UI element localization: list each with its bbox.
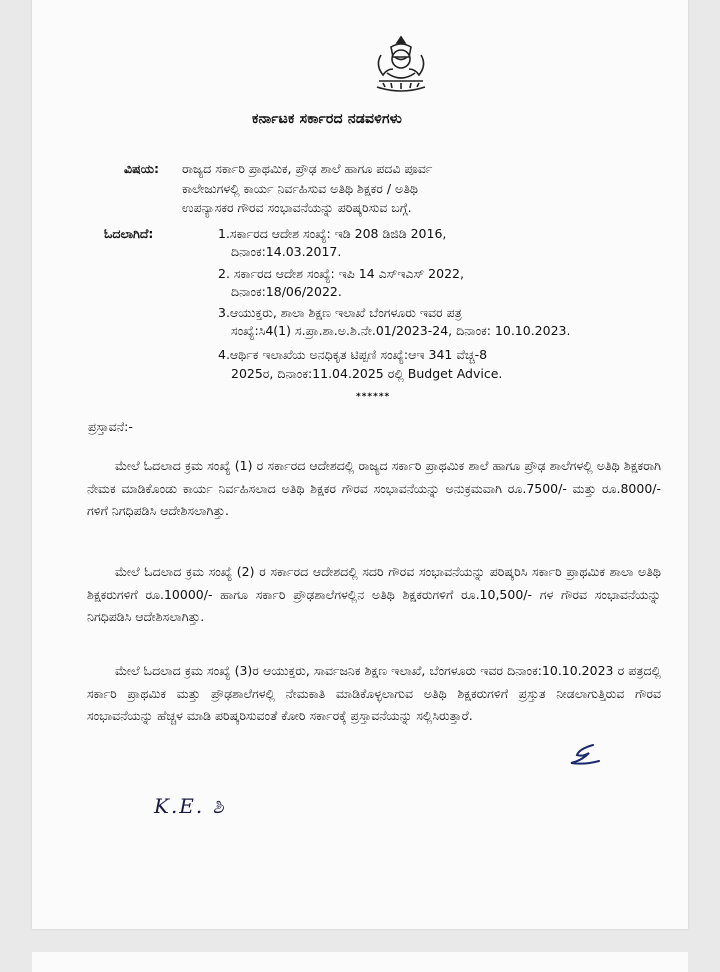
handwritten-signature xyxy=(150,788,300,832)
reference-item: 2. ಸರ್ಕಾರದ ಆದೇಶ ಸಂಖ್ಯೆ: ಇಪಿ 14 ಎಸ್‌ಇಎಸ್ 2022, xyxy=(218,266,464,281)
reference-item: 1.ಸರ್ಕಾರದ ಆದೇಶ ಸಂಖ್ಯೆ: ಇಡಿ 208 ಡಿಜಿಡಿ 2016, xyxy=(218,226,447,241)
subject-line: ಕಾಲೇಜುಗಳಲ್ಲಿ ಕಾರ್ಯ ನಿರ್ವಹಿಸುವ ಅತಿಥಿ ಶಿಕ್ಷಕರ / ಅತಿಥಿ xyxy=(182,181,418,196)
subject-line: ರಾಜ್ಯದ ಸರ್ಕಾರಿ ಪ್ರಾಥಮಿಕ, ಪ್ರೌಢ ಶಾಲೆ ಹಾಗೂ ಪದವಿ ಪೂರ್ವ xyxy=(182,161,433,176)
reference-item: 3.ಆಯುಕ್ತರು, ಶಾಲಾ ಶಿಕ್ಷಣ ಇಲಾಖೆ ಬೆಂಗಳೂರು ಇವರ ಪತ್ರ xyxy=(218,305,462,320)
government-emblem-icon xyxy=(369,33,433,95)
paragraph-text: ಮೇಲೆ ಓದಲಾದ ಕ್ರಮ ಸಂಖ್ಯೆ (3)ರ ಆಯುಕ್ತರು, ಸಾರ್ವಜನಿಕ ಶಿಕ್ಷಣ ಇಲಾಖೆ, ಬೆಂಗಳೂರು ಇವರ ದಿನಾಂಕ:10.10.2023 ರ ಪತ್ರದಲ್ಲಿ ಸರ್ಕಾರಿ ಪ್ರಾಥಮಿಕ ಮತ್ತು ಪ್ರೌಢಶಾಲೆಗಳಲ್ಲಿ ನೇಮಕಾತಿ ಮಾಡಿಕೊಳ್ಳಲಾಗುವ ಅತಿಥಿ ಶಿಕ್ಷಕರುಗಳಿಗೆ ಪ್ರಸ್ತುತ ನೀಡಲಾಗುತ್ತಿರುವ ಗೌರವ ಸಂಭಾವನೆಯನ್ನು ಹೆಚ್ಚಳ ಮಾಡಿ ಪರಿಷ್ಕರಿಸುವಂತೆ ಕೋರಿ ಸರ್ಕಾರಕ್ಕೆ ಪ್ರಸ್ತಾವನೆಯನ್ನು ಸಲ್ಲಿಸಿರುತ್ತಾರೆ. xyxy=(87,663,661,724)
preamble-label: ಪ್ರಸ್ತಾವನೆ:- xyxy=(88,419,133,434)
document-page xyxy=(32,0,688,929)
signature-text: K.E. ಶಿ xyxy=(154,794,226,818)
paragraph xyxy=(87,660,661,728)
reference-item-date: ದಿನಾಂಕ:14.03.2017. xyxy=(231,244,342,259)
reference-item-date: ದಿನಾಂಕ:18/06/2022. xyxy=(231,284,342,299)
paragraph xyxy=(87,561,661,629)
next-page-edge xyxy=(32,952,688,972)
separator-stars: ****** xyxy=(356,392,391,402)
paragraph-text: ಮೇಲೆ ಓದಲಾದ ಕ್ರಮ ಸಂಖ್ಯೆ (1) ರ ಸರ್ಕಾರದ ಆದೇಶದಲ್ಲಿ ರಾಜ್ಯದ ಸರ್ಕಾರಿ ಪ್ರಾಥಮಿಕ ಶಾಲೆ ಹಾಗೂ ಪ್ರೌಢ ಶಾಲೆಗಳಲ್ಲಿ ಅತಿಥಿ ಶಿಕ್ಷಕರಾಗಿ ನೇಮಕ ಮಾಡಿಕೊಂಡು ಕಾರ್ಯ ನಿರ್ವಹಿಸಲಾದ ಅತಿಥಿ ಶಿಕ್ಷಕರ ಗೌರವ ಸಂಭಾವನೆಯನ್ನು ಅನುಕ್ರಮವಾಗಿ ರೂ.7500/- ಮತ್ತು ರೂ.8000/- ಗಳಿಗೆ ನಿಗಧಿಪಡಿಸಿ ಆದೇಶಿಸಲಾಗಿತ್ತು. xyxy=(87,458,661,519)
handwritten-mark-icon xyxy=(567,742,603,768)
references-label: ಓದಲಾಗಿದೆ: xyxy=(104,226,154,241)
paragraph xyxy=(87,455,661,523)
reference-item-date: ಸಂಖ್ಯೆ:ಸಿ4(1) ಸ.ಪ್ರಾ.ಶಾ.ಅ.ಶಿ.ನೇ.01/2023-24, ದಿನಾಂಕ: 10.10.2023. xyxy=(231,323,571,338)
reference-item: 4.ಆರ್ಥಿಕ ಇಲಾಖೆಯ ಅನಧಿಕೃತ ಟಿಪ್ಪಣಿ ಸಂಖ್ಯೆ:ಆಇ 341 ವೆಚ್ಚ-8 xyxy=(218,347,488,362)
subject-label: ವಿಷಯ: xyxy=(124,161,159,176)
page-title: ಕರ್ನಾಟಕ ಸರ್ಕಾರದ ನಡವಳಿಗಳು xyxy=(252,111,402,127)
paragraph-text: ಮೇಲೆ ಓದಲಾದ ಕ್ರಮ ಸಂಖ್ಯೆ (2) ರ ಸರ್ಕಾರದ ಆದೇಶದಲ್ಲಿ ಸದರಿ ಗೌರವ ಸಂಭಾವನೆಯನ್ನು ಪರಿಷ್ಕರಿಸಿ ಸರ್ಕಾರಿ ಪ್ರಾಥಮಿಕ ಶಾಲಾ ಅತಿಥಿ ಶಿಕ್ಷಕರುಗಳಿಗೆ ರೂ.10000/- ಹಾಗೂ ಸರ್ಕಾರಿ ಪ್ರೌಢಶಾಲೆಗಳಲ್ಲಿನ ಅತಿಥಿ ಶಿಕ್ಷಕರುಗಳಿಗೆ ರೂ.10,500/- ಗಳ ಗೌರವ ಸಂಭಾವನೆಯನ್ನು ನಿಗಧಿಪಡಿಸಿ ಆದೇಶಿಸಲಾಗಿತ್ತು. xyxy=(87,564,661,625)
subject-line: ಉಪನ್ಯಾಸಕರ ಗೌರವ ಸಂಭಾವನೆಯನ್ನು ಪರಿಷ್ಕರಿಸುವ ಬಗ್ಗೆ. xyxy=(182,200,412,215)
reference-item-date: 2025ರ, ದಿನಾಂಕ:11.04.2025 ರಲ್ಲಿ Budget Advice. xyxy=(231,366,503,381)
